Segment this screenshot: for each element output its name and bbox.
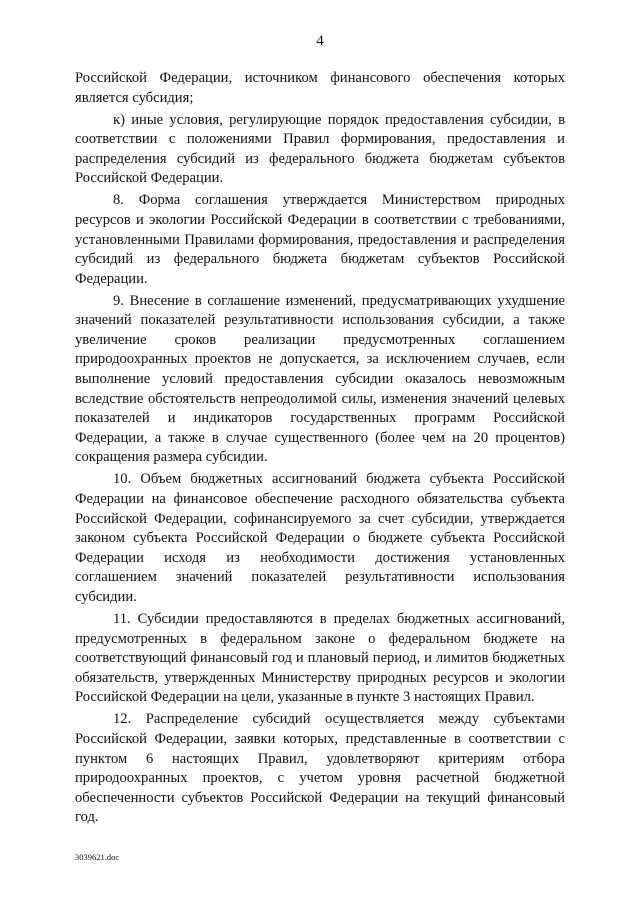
paragraph-item-10: 10. Объем бюджетных ассигнований бюджета субъекта Российской Федерации на финансовое обеспечение расходного обязательства субъекта Российской Федерации, софинансируемого за счет субсидии, утверждается законом субъекта Российской Федерации о бюджете субъекта Российской Федерации исходя из необходимости достижения установленных соглашением значений показателей результативности использования субсидии.	[75, 471, 565, 605]
footer-filename: 3039621.doc	[75, 852, 120, 862]
paragraph-item-8: 8. Форма соглашения утверждается Министерством природных ресурсов и экологии Российской Федерации в соответствии с требованиями, установленными Правилами формирования, предоставления и распределения субсидий из федерального бюджета бюджетам субъектов Российской Федерации.	[75, 192, 565, 287]
paragraph-item-11: 11. Субсидии предоставляются в пределах бюджетных ассигнований, предусмотренных в федеральном законе о федеральном бюджете на соответствующий финансовый год и плановый период, и лимитов бюджетных обязательств, утвержденных Министерству природных ресурсов и экологии Российской Федерации на цели, указанные в пункте 3 настоящих Правил.	[75, 610, 565, 706]
paragraph-subitem-k: к) иные условия, регулирующие порядок предоставления субсидии, в соответствии с положениями Правил формирования, предоставления и распределения субсидий из федерального бюджета бюджетам субъектов Российской Федерации.	[75, 111, 565, 187]
page-number: 4	[316, 33, 324, 49]
paragraph-item-9: 9. Внесение в соглашение изменений, предусматривающих ухудшение значений показателей результативности использования субсидии, а также увеличение сроков реализации предусмотренных соглашением природоохранных проектов не допускается, за исключением случаев, если выполнение условий предоставления субсидии оказалось невозможным вследствие обстоятельств непреодолимой силы, изменения значений целевых показателей и индикаторов государственных программ Российской Федерации, а также в случае существенного (более чем на 20 процентов) сокращения размера субсидии.	[75, 292, 565, 466]
paragraph-item-12: 12. Распределение субсидий осуществляется между субъектами Российской Федерации, заявки которых, представленные в соответствии с пунктом 6 настоящих Правил, удовлетворяют критериям отбора природоохранных проектов, с учетом уровня расчетной бюджетной обеспеченности субъектов Российской Федерации на текущий финансовый год.	[75, 711, 565, 826]
document-body	[75, 69, 565, 828]
paragraph-continuation: Российской Федерации, источником финансового обеспечения которых является субсидия;	[75, 70, 565, 106]
